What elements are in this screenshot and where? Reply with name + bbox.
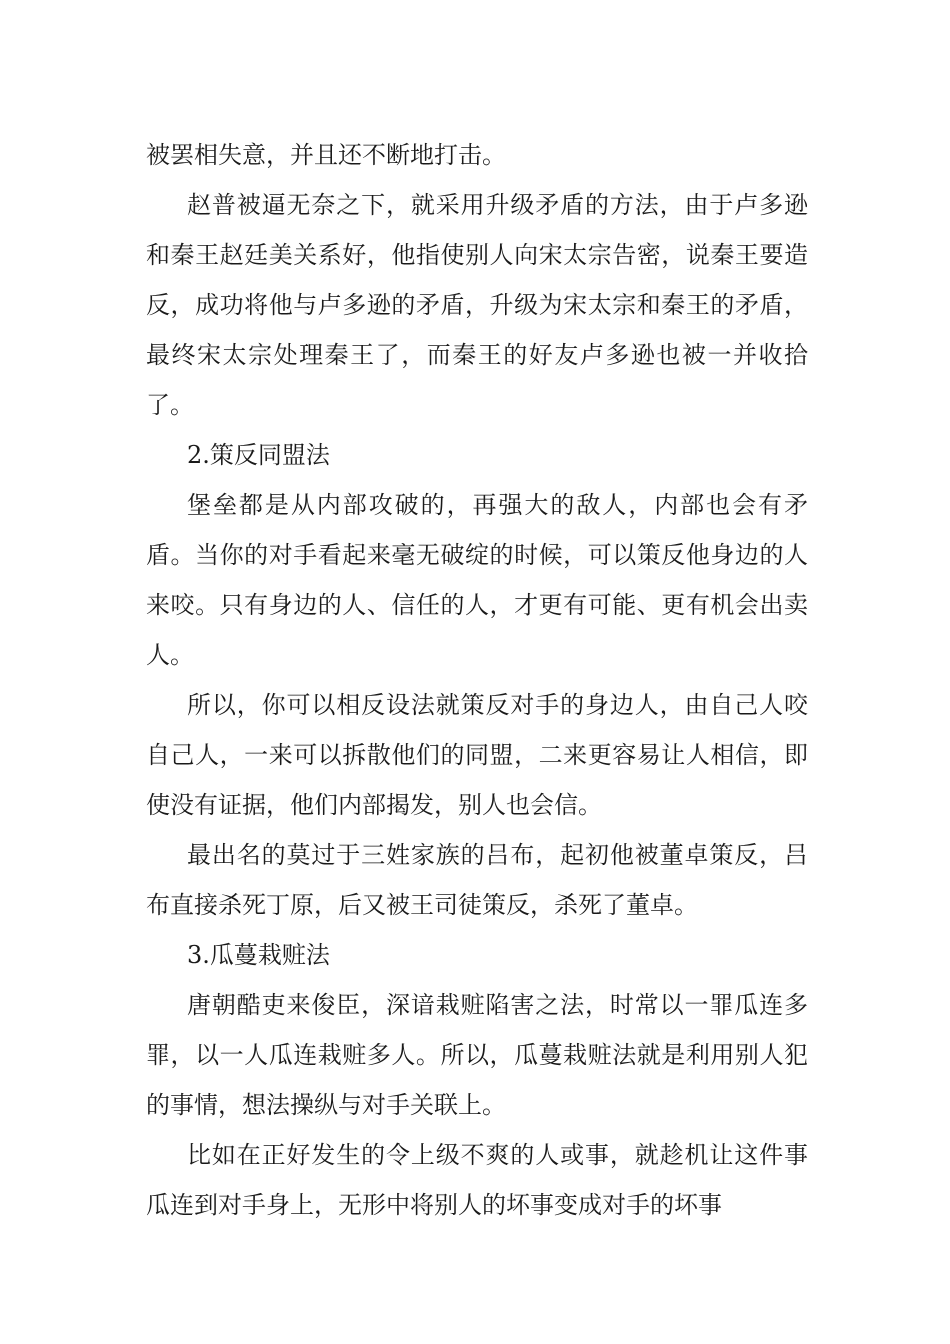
paragraph-so-you-can: 所以，你可以相反设法就策反对手的身边人，由自己人咬自己人，一来可以拆散他们的同盟，二来更容易让人相信，即使没有证据，他们内部揭发，别人也会信。 (146, 691, 808, 819)
paragraph-fortress: 堡垒都是从内部攻破的，再强大的敌人，内部也会有矛盾。当你的对手看起来毫无破绽的时候，可以策反他身边的人来咬。只有身边的人、信任的人，才更有可能、更有机会出卖人。 (146, 491, 808, 669)
paragraph-for-example: 比如在正好发生的令上级不爽的人或事，就趁机让这件事瓜连到对手身上，无形中将别人的坏事变成对手的坏事 (146, 1141, 808, 1219)
paragraph-lai-junchen: 唐朝酷吏来俊臣，深谙栽赃陷害之法，时常以一罪瓜连多罪，以一人瓜连栽赃多人。所以，瓜蔓栽赃法就是利用别人犯的事情，想法操纵与对手关联上。 (146, 991, 808, 1119)
paragraph-lv-bu: 最出名的莫过于三姓家族的吕布，起初他被董卓策反，吕布直接杀死丁原，后又被王司徒策反，杀死了董卓。 (146, 841, 808, 919)
section-heading-2: 2.策反同盟法 (187, 441, 330, 469)
document-body (146, 130, 808, 1230)
paragraph-zhao-pu: 赵普被逼无奈之下，就采用升级矛盾的方法，由于卢多逊和秦王赵廷美关系好，他指使别人向宋太宗告密，说秦王要造反，成功将他与卢多逊的矛盾，升级为宋太宗和秦王的矛盾，最终宋太宗处理秦王了，而秦王的好友卢多逊也被一并收拾了。 (146, 191, 808, 419)
section-heading-3: 3.瓜蔓栽赃法 (187, 941, 330, 969)
paragraph-continuation: 被罢相失意，并且还不断地打击。 (146, 141, 506, 169)
